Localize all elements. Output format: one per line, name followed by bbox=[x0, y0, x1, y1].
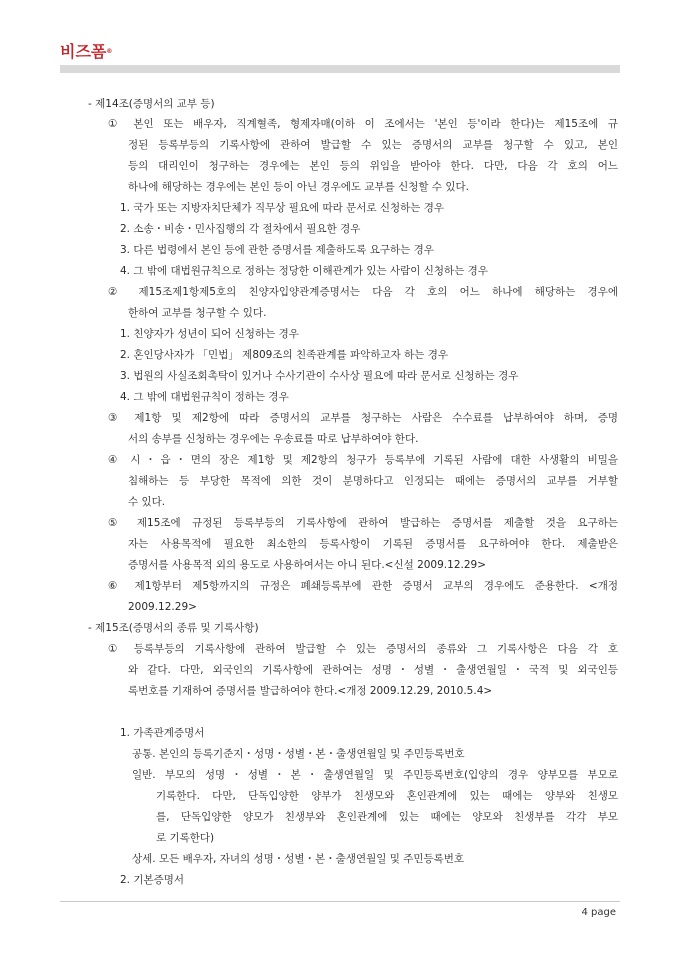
article-14-item-2: 2. 소송・비송・민사집행의 각 절차에서 필요한 경우 bbox=[120, 223, 361, 235]
article-14-para-2-line: ② 제15조제1항제5호의 친양자입양관계증명서는 다음 각 호의 어느 하나에 해당하는 경우에 bbox=[108, 286, 618, 298]
article-15-para-1-line: ① 등록부등의 기록사항에 관하여 발급할 수 있는 증명서의 종류와 그 기록사항은 다음 각 호 bbox=[108, 643, 618, 655]
article-15-para-1-line: 와 같다. 다만, 외국인의 기록사항에 관하여는 성명・성별・출생연월일・국적 및 외국인등 bbox=[128, 664, 618, 676]
article-14-para-4-line: ④ 시・읍・면의 장은 제1항 및 제2항의 청구가 등록부에 기록된 사람에 대한 사생활의 비밀을 bbox=[108, 454, 618, 466]
article-14-para-1-line: ① 본인 또는 배우자, 직계혈족, 형제자매(이하 이 조에서는 '본인 등'이라 한다)는 제15조에 규 bbox=[108, 118, 618, 130]
article-15-item-1-general-line: 로 기록한다) bbox=[156, 832, 215, 844]
article-14-para-5-line: 자는 사용목적에 필요한 최소한의 등록사항이 기록된 증명서를 요구하여야 한다. 제출받은 bbox=[128, 538, 618, 550]
footer-divider bbox=[60, 901, 620, 902]
article-14-para-2-item-3: 3. 법원의 사실조회촉탁이 있거나 수사기관이 수사상 필요에 따라 문서로 신청하는 경우 bbox=[120, 370, 519, 382]
article-15-item-1-detail: 상세. 모든 배우자, 자녀의 성명・성별・본・출생연월일 및 주민등록번호 bbox=[132, 853, 465, 865]
article-15-heading: - 제15조(증명서의 종류 및 기록사항) bbox=[88, 622, 259, 634]
article-14-para-1-line: 하나에 해당하는 경우에는 본인 등이 아닌 경우에도 교부를 신청할 수 있다. bbox=[128, 181, 470, 193]
article-14-para-3-line: ③ 제1항 및 제2항에 따라 증명서의 교부를 청구하는 사람은 수수료를 납부하여야 하며, 증명 bbox=[108, 412, 618, 424]
article-14-para-2-line: 한하여 교부를 청구할 수 있다. bbox=[128, 307, 267, 319]
article-14-para-5-line: ⑤ 제15조에 규정된 등록부등의 기록사항에 관하여 발급하는 증명서를 제출할 것을 요구하는 bbox=[108, 517, 618, 529]
article-14-para-4-line: 수 있다. bbox=[128, 496, 166, 508]
article-14-item-1: 1. 국가 또는 지방자치단체가 직무상 필요에 따라 문서로 신청하는 경우 bbox=[120, 202, 445, 214]
article-14-para-2-item-1: 1. 친양자가 성년이 되어 신청하는 경우 bbox=[120, 328, 299, 340]
article-15-item-1-general-line: 일반. 부모의 성명・성별・본・출생연월일 및 주민등록번호(입양의 경우 양부모를 부모로 bbox=[132, 769, 618, 781]
article-14-para-1-line: 등의 대리인이 청구하는 경우에는 본인 등의 위임을 받아야 한다. 다만, 다음 각 호의 어느 bbox=[128, 160, 618, 172]
article-14-para-5-line: 증명서를 사용목적 외의 용도로 사용하여서는 아니 된다.<신설 2009.12.29> bbox=[128, 559, 486, 571]
article-14-para-2-item-2: 2. 혼인당사자가 「민법」 제809조의 친족관계를 파악하고자 하는 경우 bbox=[120, 349, 448, 361]
article-14-heading: - 제14조(증명서의 교부 등) bbox=[88, 98, 215, 110]
header-divider-bar bbox=[60, 65, 620, 73]
article-14-para-4-line: 침해하는 등 부당한 목적에 의한 것이 분명하다고 인정되는 때에는 증명서의 교부를 거부할 bbox=[128, 475, 618, 487]
article-14-item-4: 4. 그 밖에 대법원규칙으로 정하는 정당한 이해관계가 있는 사람이 신청하는 경우 bbox=[120, 265, 488, 277]
article-14-para-6-line: 2009.12.29> bbox=[128, 601, 197, 613]
article-14-para-6-line: ⑥ 제1항부터 제5항까지의 규정은 폐쇄등록부에 관한 증명서 교부의 경우에도 준용한다. <개정 bbox=[108, 580, 618, 592]
article-15-item-2: 2. 기본증명서 bbox=[120, 874, 185, 886]
article-14-para-3-line: 서의 송부를 신청하는 경우에는 우송료를 따로 납부하여야 한다. bbox=[128, 433, 419, 445]
article-15-item-1-common: 공통. 본인의 등록기준지・성명・성별・본・출생연월일 및 주민등록번호 bbox=[132, 748, 465, 760]
bizforms-logo bbox=[60, 43, 112, 61]
logo-text: 비즈폼 bbox=[60, 42, 107, 61]
article-15-item-1-general-line: 기록한다. 다만, 단독입양한 양부가 친생모와 혼인관계에 있는 때에는 양부와 친생모 bbox=[156, 790, 618, 802]
page-number: 4 page bbox=[581, 907, 616, 918]
article-14-para-2-item-4: 4. 그 밖에 대법원규칙이 정하는 경우 bbox=[120, 391, 289, 403]
article-15-item-1-general-line: 를, 단독입양한 양모가 친생부와 혼인관계에 있는 때에는 양모와 친생부를 각각 부모 bbox=[156, 811, 618, 823]
article-14-para-1-line: 정된 등록부등의 기록사항에 관하여 발급할 수 있는 증명서의 교부를 청구할 수 있고, 본인 bbox=[128, 139, 618, 151]
registered-mark: ® bbox=[106, 48, 113, 55]
article-15-para-1-line: 록번호를 기재하여 증명서를 발급하여야 한다.<개정 2009.12.29, 2010.5.4> bbox=[128, 685, 493, 697]
article-14-item-3: 3. 다른 법령에서 본인 등에 관한 증명서를 제출하도록 요구하는 경우 bbox=[120, 244, 434, 256]
article-15-item-1: 1. 가족관계증명서 bbox=[120, 727, 205, 739]
